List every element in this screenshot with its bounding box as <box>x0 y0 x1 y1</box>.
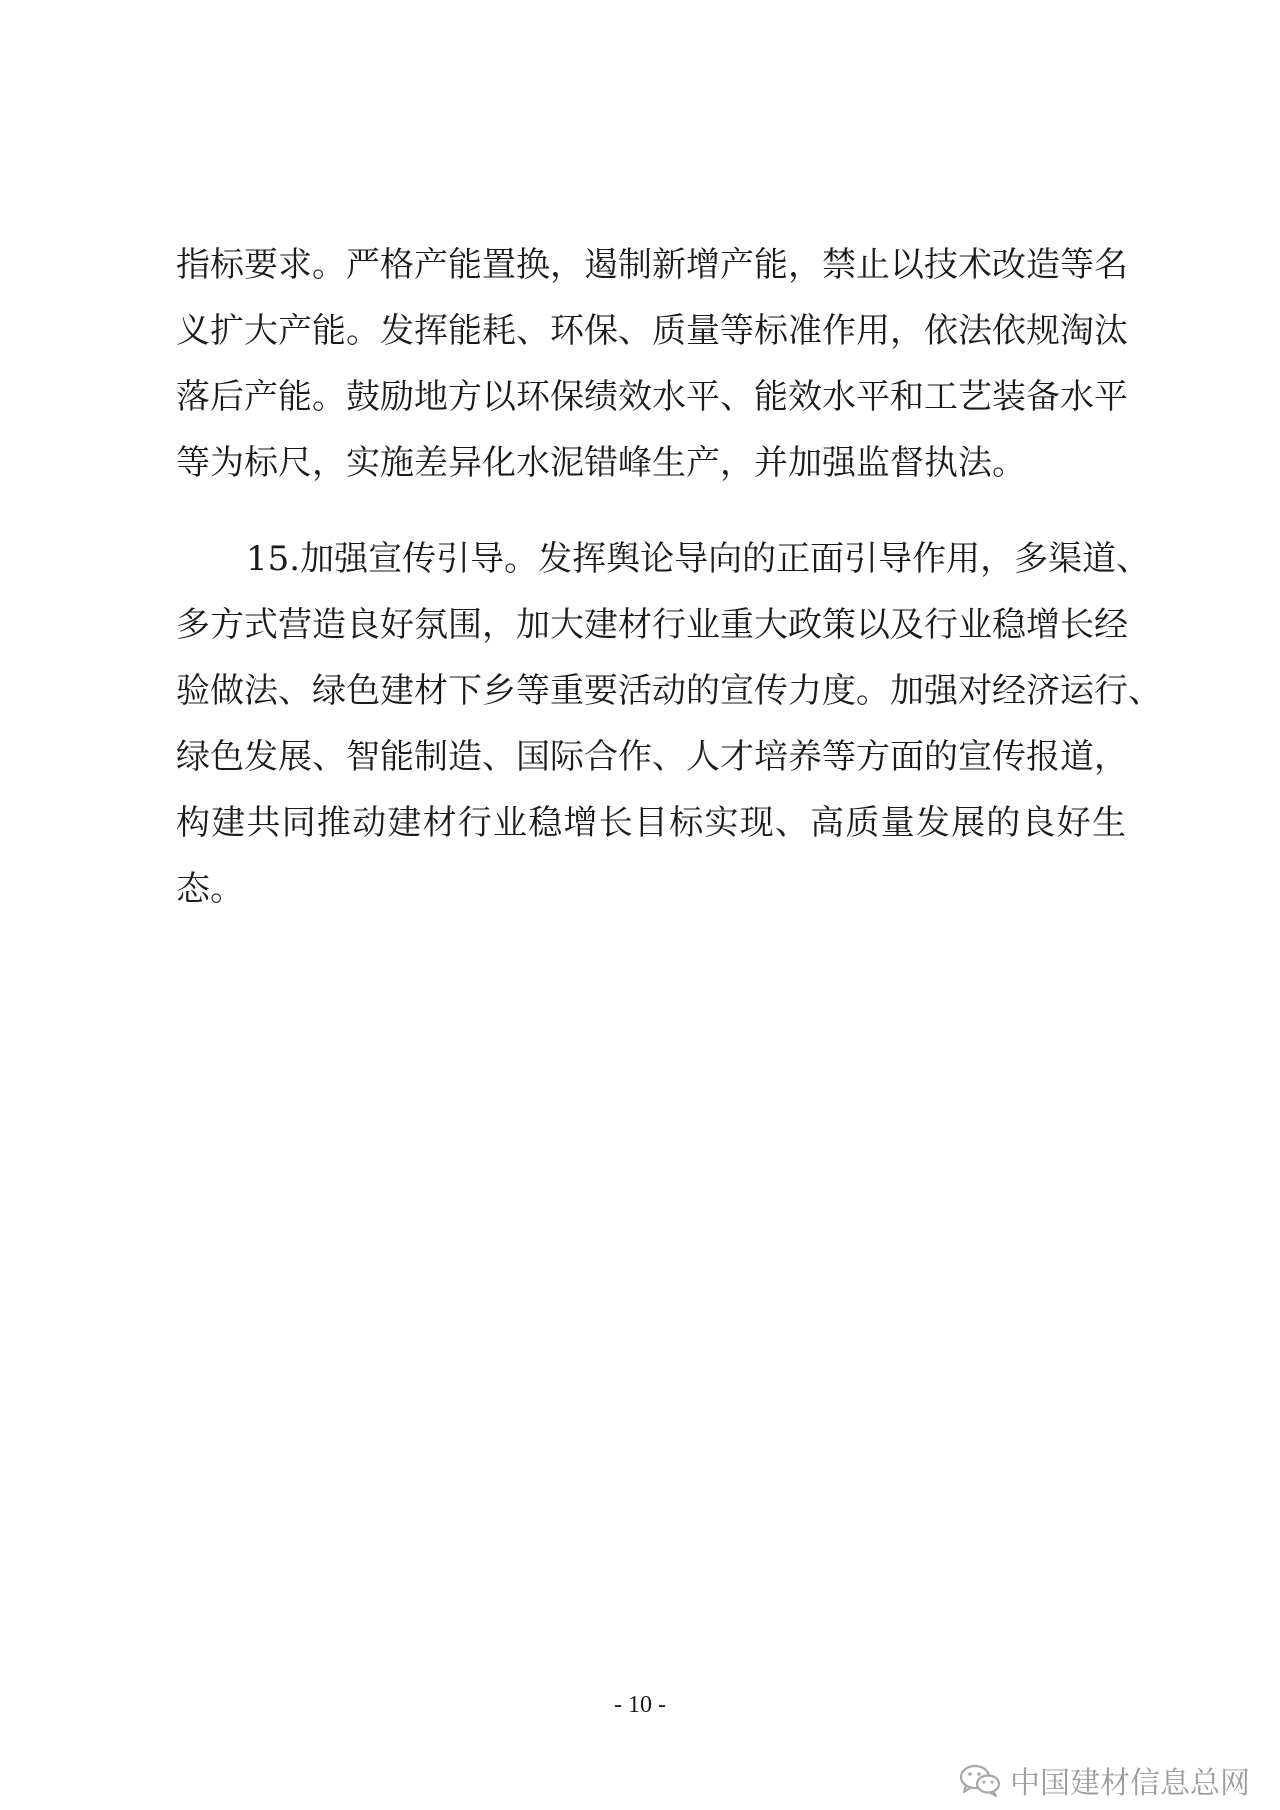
watermark-text: 中国建材信息总网 <box>1010 1766 1250 1801</box>
paragraph-line: 落后产能。鼓励地方以环保绩效水平、能效水平和工艺装备水平 <box>176 377 1128 417</box>
page-number: - 10 - <box>614 1692 666 1718</box>
paragraph-1 <box>176 232 1126 496</box>
paragraph-line: 义扩大产能。发挥能耗、环保、质量等标准作用，依法依规淘汰 <box>176 311 1128 351</box>
paragraph-line: 指标要求。严格产能置换，遏制新增产能，禁止以技术改造等名 <box>176 245 1128 285</box>
watermark <box>958 1758 1250 1802</box>
paragraph-line: 多方式营造良好氛围，加大建材行业重大政策以及行业稳增长经 <box>176 605 1128 645</box>
paragraph-line: 构建共同推动建材行业稳增长目标实现、高质量发展的良好生 <box>176 803 1126 843</box>
paragraph-line: 15.加强宣传引导。发挥舆论导向的正面引导作用，多渠道、 <box>246 539 1151 579</box>
paragraph-line: 态。 <box>176 869 244 909</box>
paragraph-line: 验做法、绿色建材下乡等重要活动的宣传力度。加强对经济运行、 <box>176 671 1162 711</box>
paragraph-2 <box>176 526 1162 922</box>
paragraph-line: 等为标尺，实施差异化水泥错峰生产，并加强监督执法。 <box>176 443 1026 483</box>
paragraph-line: 绿色发展、智能制造、国际合作、人才培养等方面的宣传报道， <box>176 737 1128 777</box>
document-body <box>176 232 1162 922</box>
wechat-icon <box>958 1762 1002 1798</box>
